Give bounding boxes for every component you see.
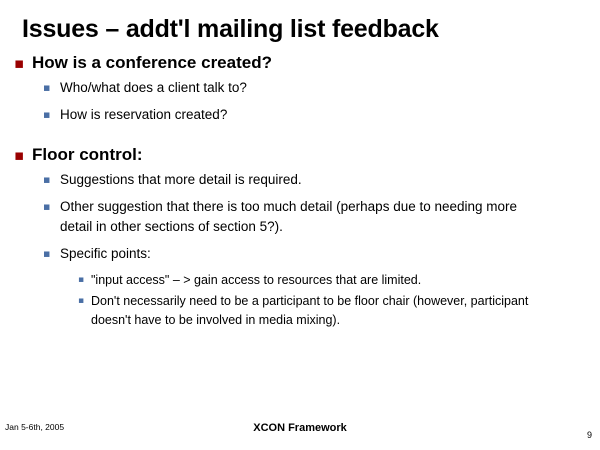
bullet-square-icon: ▪ <box>43 173 51 186</box>
list-item-label: Other suggestion that there is too much detail (perhaps due to needing more detail in other sections of section 5?). <box>60 199 518 234</box>
list-item <box>10 105 590 125</box>
page-number: 9 <box>586 430 592 440</box>
bullet-square-icon: ▪ <box>43 247 51 260</box>
sub-list-item-label: Don't necessarily need to be a participant to be floor chair (however, participant doesn't have to be involved in media mixing). <box>91 294 529 327</box>
footer-date: Jan 5-6th, 2005 <box>5 422 65 432</box>
bullet-square-icon: ▪ <box>14 54 25 72</box>
list-item <box>10 78 590 98</box>
list-item <box>10 170 590 190</box>
bullet-square-icon: ▪ <box>78 275 85 285</box>
list-item <box>10 244 590 264</box>
slide-footer <box>0 416 600 450</box>
list-item-label: Suggestions that more detail is required. <box>60 172 302 187</box>
list-item-label: Who/what does a client talk to? <box>60 80 247 95</box>
section-heading-label: Floor control: <box>32 145 143 164</box>
sub-list-item <box>10 271 590 290</box>
page-title: Issues – addt'l mailing list feedback <box>22 15 439 43</box>
section-heading <box>10 52 590 74</box>
bullet-square-icon: ▪ <box>14 146 25 164</box>
list-item-label: How is reservation created? <box>60 107 228 122</box>
slide-body <box>10 52 590 332</box>
bullet-square-icon: ▪ <box>78 296 85 306</box>
list-item-label: Specific points: <box>60 246 151 261</box>
footer-title: XCON Framework <box>253 422 347 434</box>
section-heading <box>10 144 590 166</box>
list-item <box>10 197 590 237</box>
bullet-square-icon: ▪ <box>43 81 51 94</box>
bullet-square-icon: ▪ <box>43 108 51 121</box>
sub-list-item <box>10 292 590 330</box>
section-heading-label: How is a conference created? <box>32 53 272 72</box>
bullet-square-icon: ▪ <box>43 200 51 213</box>
sub-list-item-label: "input access" – > gain access to resources that are limited. <box>91 273 422 287</box>
section-spacer <box>10 132 590 144</box>
